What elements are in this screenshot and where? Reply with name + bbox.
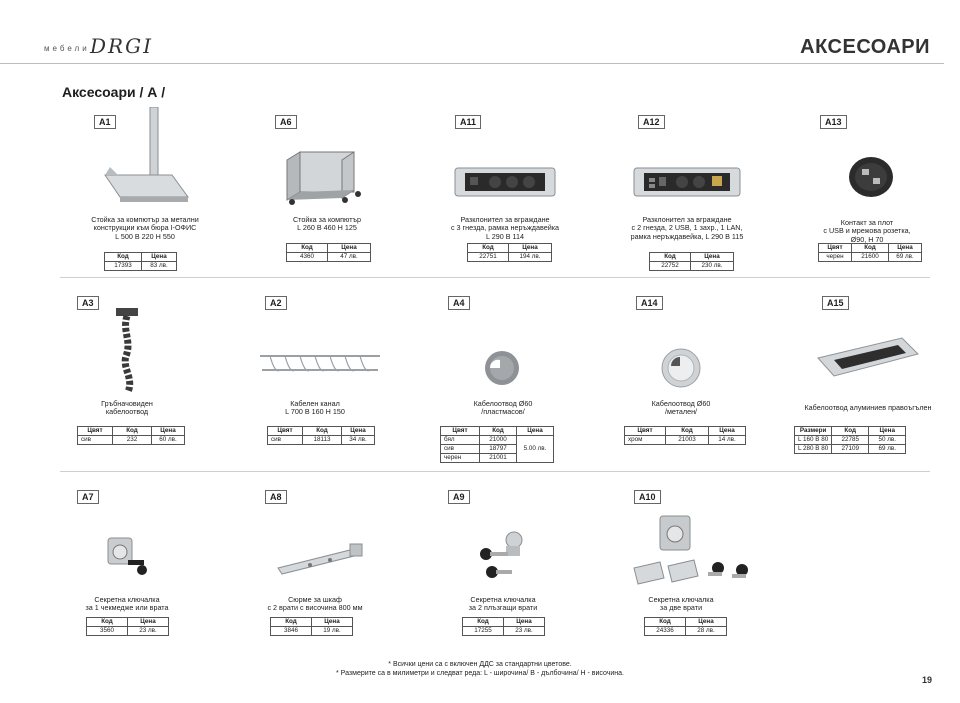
price-table — [86, 617, 169, 636]
col-code: Код — [666, 427, 709, 436]
row-divider — [60, 277, 930, 278]
price-table — [624, 426, 746, 445]
drawer-lock-image — [42, 530, 212, 580]
product-card-a4 — [418, 296, 588, 466]
col-price: Цена — [509, 244, 552, 253]
color-cell: сив — [78, 436, 113, 445]
cable-tray-image — [230, 342, 400, 382]
price-table — [440, 426, 554, 463]
code-cell: 17255 — [463, 627, 504, 636]
product-description: Разклонител за вграждане с 2 гнезда, 2 USB, 1 захр., 1 LAN, рамка неръждавейка, L 290 B 115 — [630, 215, 744, 241]
price-table — [794, 426, 906, 454]
product-card-a11 — [420, 115, 590, 275]
price-cell: 69 лв. — [869, 445, 906, 454]
product-description: Сюрме за шкаф с 2 врати с височина 800 мм — [267, 595, 363, 613]
product-card-a3 — [42, 296, 212, 466]
double-door-lock-image — [596, 502, 766, 588]
logo-brand: DRGI — [90, 34, 153, 58]
code-cell: 18797 — [480, 445, 517, 454]
product-card-a12 — [602, 115, 772, 275]
col-code: Код — [852, 244, 889, 253]
col-code: Код — [287, 244, 328, 253]
price-cell: 23 лв. — [128, 627, 169, 636]
section-title: Аксесоари / А / — [62, 84, 166, 100]
code-cell: 21003 — [666, 436, 709, 445]
sliding-door-lock-image — [418, 526, 588, 582]
product-tag: A6 — [275, 115, 297, 129]
desk-socket-image — [782, 147, 952, 207]
footnote-vat: * Всички цени са с включен ДДС за стандартни цветове. — [388, 661, 572, 668]
col-code: Код — [105, 253, 142, 262]
col-price: Цена — [504, 618, 545, 627]
color-cell: хром — [625, 436, 666, 445]
price-table — [467, 243, 552, 262]
code-cell: 21600 — [852, 253, 889, 262]
col-code: Код — [271, 618, 312, 627]
logo-prefix: мебели — [44, 44, 90, 53]
price-table — [270, 617, 353, 636]
price-table — [286, 243, 371, 262]
product-description: Секретна ключалка за две врати — [648, 595, 714, 613]
col-size: Размери — [795, 427, 832, 436]
price-table — [818, 243, 922, 262]
code-cell: 24336 — [645, 627, 686, 636]
price-cell: 83 лв. — [142, 262, 177, 271]
col-color: Цвят — [819, 244, 852, 253]
price-table — [77, 426, 185, 445]
page-title: АКСЕСОАРИ — [800, 36, 930, 58]
col-code: Код — [87, 618, 128, 627]
product-card-a15 — [782, 296, 952, 466]
col-price: Цена — [691, 253, 734, 262]
product-tag: A4 — [448, 296, 470, 310]
row-divider — [60, 471, 930, 472]
code-cell: 3560 — [87, 627, 128, 636]
price-table — [267, 426, 375, 445]
price-table — [644, 617, 727, 636]
product-description: Контакт за плот с USB и мрежова розетка, Ø90, H 70 — [823, 218, 911, 244]
col-price: Цена — [128, 618, 169, 627]
socket-strip-image — [420, 162, 590, 202]
price-cell: 69 лв. — [889, 253, 922, 262]
product-description: Разклонител за вграждане с 3 гнезда, рамка неръждавейка L 290 B 114 — [450, 215, 560, 241]
product-card-a10 — [596, 490, 766, 640]
col-code: Код — [650, 253, 691, 262]
product-card-a6 — [242, 115, 412, 275]
price-cell: 23 лв. — [504, 627, 545, 636]
col-code: Код — [303, 427, 342, 436]
col-price: Цена — [312, 618, 353, 627]
col-code: Код — [645, 618, 686, 627]
price-table — [649, 252, 734, 271]
product-description: Секретна ключалка за 1 чекмедже или врата — [85, 595, 169, 613]
product-description: Кабелоотвод алуминиев правоъгълен — [804, 403, 932, 412]
metal-grommet-image — [596, 346, 766, 390]
color-cell: черен — [441, 454, 480, 463]
product-card-a13 — [782, 115, 952, 275]
product-description: Стойка за компютър за метални конструкции към бюра I-ОФИС L 500 B 220 H 550 — [91, 215, 199, 241]
product-tag: A2 — [265, 296, 287, 310]
color-cell: бял — [441, 436, 480, 445]
code-cell: 3846 — [271, 627, 312, 636]
code-cell: 17393 — [105, 262, 142, 271]
page-number: 19 — [922, 675, 933, 685]
product-tag: A11 — [455, 115, 481, 129]
col-code: Код — [113, 427, 152, 436]
col-price: Цена — [686, 618, 727, 627]
code-cell: 22785 — [832, 436, 869, 445]
col-price: Цена — [328, 244, 371, 253]
plastic-grommet-image — [418, 348, 588, 388]
col-code: Код — [832, 427, 869, 436]
col-price: Цена — [342, 427, 375, 436]
col-code: Код — [468, 244, 509, 253]
code-cell: 22752 — [650, 262, 691, 271]
col-color: Цвят — [78, 427, 113, 436]
product-card-a7 — [42, 490, 212, 640]
product-tag: A8 — [265, 490, 287, 504]
product-description: Кабелоотвод Ø60 /пластмасов/ — [473, 399, 533, 417]
product-tag: A14 — [636, 296, 663, 310]
code-cell: 21001 — [480, 454, 517, 463]
footnote-dimensions: * Размерите са в милиметри и следват реда: L - широчина/ B - дълбочина/ H - височина. — [336, 670, 624, 677]
product-card-a1 — [60, 115, 230, 275]
price-cell: 5.00 лв. — [517, 436, 554, 463]
product-description: Гръбначовиден кабелоотвод — [101, 399, 153, 417]
product-description: Секретна ключалка за 2 плъзгащи врати — [468, 595, 538, 613]
product-card-a14 — [596, 296, 766, 466]
size-cell: L 280 B 80 — [795, 445, 832, 454]
price-cell: 194 лв. — [509, 253, 552, 262]
col-price: Цена — [517, 427, 554, 436]
code-cell: 4360 — [287, 253, 328, 262]
rectangular-grommet-image — [782, 328, 952, 388]
size-cell: L 160 B 80 — [795, 436, 832, 445]
product-tag: A9 — [448, 490, 470, 504]
product-description: Стойка за компютър L 260 B 460 H 125 — [292, 215, 362, 233]
product-tag: A7 — [77, 490, 99, 504]
price-cell: 14 лв. — [709, 436, 746, 445]
product-description: Кабелоотвод Ø60 /метален/ — [651, 399, 711, 417]
product-tag: A1 — [94, 115, 116, 129]
col-color: Цвят — [625, 427, 666, 436]
col-code: Код — [480, 427, 517, 436]
code-cell: 22751 — [468, 253, 509, 262]
price-cell: 28 лв. — [686, 627, 727, 636]
product-tag: A15 — [822, 296, 849, 310]
color-cell: сив — [268, 436, 303, 445]
col-price: Цена — [709, 427, 746, 436]
code-cell: 18113 — [303, 436, 342, 445]
price-cell: 230 лв. — [691, 262, 734, 271]
product-description: Кабелен канал L 700 B 160 H 150 — [285, 399, 345, 417]
price-cell: 60 лв. — [152, 436, 185, 445]
col-code: Код — [463, 618, 504, 627]
price-table — [462, 617, 545, 636]
spine-cable-image — [42, 306, 212, 396]
color-cell: черен — [819, 253, 852, 262]
code-cell: 232 — [113, 436, 152, 445]
col-price: Цена — [889, 244, 922, 253]
price-cell: 34 лв. — [342, 436, 375, 445]
col-price: Цена — [869, 427, 906, 436]
code-cell: 27109 — [832, 445, 869, 454]
product-card-a9 — [418, 490, 588, 640]
col-color: Цвят — [268, 427, 303, 436]
product-tag: A10 — [634, 490, 661, 504]
color-cell: сив — [441, 445, 480, 454]
price-table — [104, 252, 177, 271]
col-color: Цвят — [441, 427, 480, 436]
computer-stand-image — [60, 107, 230, 217]
price-cell: 50 лв. — [869, 436, 906, 445]
col-price: Цена — [152, 427, 185, 436]
cpu-holder-image — [242, 140, 412, 210]
header-divider — [0, 63, 944, 64]
col-price: Цена — [142, 253, 177, 262]
product-tag: A13 — [820, 115, 847, 129]
product-card-a2 — [230, 296, 400, 466]
product-card-a8 — [230, 490, 400, 640]
price-cell: 19 лв. — [312, 627, 353, 636]
cabinet-latch-image — [230, 538, 400, 578]
socket-strip-usb-image — [602, 162, 772, 202]
price-cell: 47 лв. — [328, 253, 371, 262]
code-cell: 21000 — [480, 436, 517, 445]
product-tag: A12 — [638, 115, 665, 129]
product-tag: A3 — [77, 296, 99, 310]
